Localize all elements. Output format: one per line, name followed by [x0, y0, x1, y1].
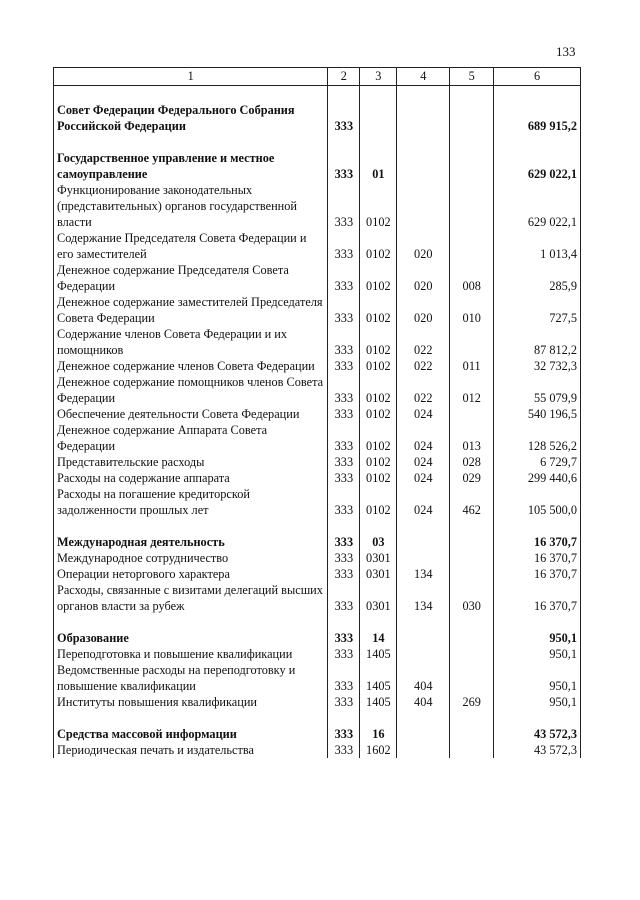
amount-cell [494, 134, 581, 150]
expense-code-cell: 010 [450, 294, 494, 326]
amount-cell [494, 86, 581, 103]
section-code-cell: 0102 [360, 358, 397, 374]
section-code-cell [360, 86, 397, 103]
code-cell: 333 [328, 150, 360, 182]
code-cell: 333 [328, 630, 360, 646]
expense-code-cell [450, 614, 494, 630]
amount-cell: 629 022,1 [494, 150, 581, 182]
column-header: 4 [397, 68, 450, 86]
amount-cell: 950,1 [494, 694, 581, 710]
target-code-cell: 404 [397, 662, 450, 694]
expense-code-cell: 028 [450, 454, 494, 470]
amount-cell: 950,1 [494, 630, 581, 646]
table-row [54, 230, 581, 262]
table-row [54, 358, 581, 374]
expense-code-cell: 012 [450, 374, 494, 406]
item-name-cell [54, 86, 328, 103]
table-row [54, 582, 581, 614]
table-row [54, 486, 581, 518]
section-code-cell: 1602 [360, 742, 397, 758]
column-header: 5 [450, 68, 494, 86]
expense-code-cell: 008 [450, 262, 494, 294]
item-name-cell [54, 614, 328, 630]
section-code-cell: 0102 [360, 406, 397, 422]
expense-code-cell [450, 710, 494, 726]
item-name-cell [54, 134, 328, 150]
column-header: 1 [54, 68, 328, 86]
expense-code-cell: 029 [450, 470, 494, 486]
item-name-cell: Совет Федерации Федерального Собрания Российской Федерации [54, 102, 328, 134]
code-cell [328, 614, 360, 630]
code-cell: 333 [328, 358, 360, 374]
expense-code-cell [450, 726, 494, 742]
expense-code-cell [450, 742, 494, 758]
table-row [54, 534, 581, 550]
code-cell [328, 86, 360, 103]
expense-code-cell [450, 326, 494, 358]
expense-code-cell [450, 630, 494, 646]
item-name-cell: Образование [54, 630, 328, 646]
target-code-cell: 404 [397, 694, 450, 710]
code-cell: 333 [328, 742, 360, 758]
section-code-cell: 0102 [360, 486, 397, 518]
spacer-row [54, 134, 581, 150]
expense-code-cell [450, 230, 494, 262]
section-code-cell: 03 [360, 534, 397, 550]
target-code-cell [397, 134, 450, 150]
table-row [54, 646, 581, 662]
item-name-cell: Содержание Председателя Совета Федерации и его заместителей [54, 230, 328, 262]
section-code-cell: 0102 [360, 326, 397, 358]
table-row [54, 470, 581, 486]
expense-code-cell [450, 150, 494, 182]
section-code-cell: 0102 [360, 230, 397, 262]
code-cell: 333 [328, 726, 360, 742]
target-code-cell: 134 [397, 582, 450, 614]
target-code-cell: 020 [397, 294, 450, 326]
item-name-cell: Переподготовка и повышение квалификации [54, 646, 328, 662]
code-cell: 333 [328, 470, 360, 486]
item-name-cell: Расходы на содержание аппарата [54, 470, 328, 486]
section-code-cell: 16 [360, 726, 397, 742]
section-code-cell: 0102 [360, 454, 397, 470]
code-cell: 333 [328, 582, 360, 614]
amount-cell: 727,5 [494, 294, 581, 326]
expense-code-cell [450, 182, 494, 230]
table-row [54, 694, 581, 710]
expense-code-cell [450, 566, 494, 582]
table-row [54, 630, 581, 646]
table-row [54, 374, 581, 406]
code-cell [328, 134, 360, 150]
target-code-cell: 020 [397, 262, 450, 294]
code-cell: 333 [328, 454, 360, 470]
table-row [54, 294, 581, 326]
code-cell: 333 [328, 406, 360, 422]
target-code-cell [397, 742, 450, 758]
code-cell: 333 [328, 294, 360, 326]
target-code-cell [397, 630, 450, 646]
amount-cell: 32 732,3 [494, 358, 581, 374]
code-cell: 333 [328, 534, 360, 550]
target-code-cell: 020 [397, 230, 450, 262]
table-row [54, 742, 581, 758]
code-cell: 333 [328, 662, 360, 694]
amount-cell: 689 915,2 [494, 102, 581, 134]
code-cell: 333 [328, 422, 360, 454]
code-cell: 333 [328, 486, 360, 518]
page-number: 133 [556, 44, 576, 59]
target-code-cell: 022 [397, 358, 450, 374]
item-name-cell: Ведомственные расходы на переподготовку и повышение квалификации [54, 662, 328, 694]
code-cell: 333 [328, 102, 360, 134]
table-row [54, 566, 581, 582]
section-code-cell: 0102 [360, 422, 397, 454]
amount-cell: 6 729,7 [494, 454, 581, 470]
item-name-cell: Международное сотрудничество [54, 550, 328, 566]
amount-cell: 43 572,3 [494, 742, 581, 758]
target-code-cell: 022 [397, 326, 450, 358]
item-name-cell: Денежное содержание помощников членов Совета Федерации [54, 374, 328, 406]
target-code-cell [397, 518, 450, 534]
section-code-cell [360, 518, 397, 534]
spacer-row [54, 614, 581, 630]
target-code-cell [397, 614, 450, 630]
section-code-cell: 0301 [360, 550, 397, 566]
spacer-row [54, 86, 581, 103]
target-code-cell [397, 550, 450, 566]
expense-code-cell: 011 [450, 358, 494, 374]
table-row [54, 150, 581, 182]
table-row [54, 454, 581, 470]
section-code-cell [360, 134, 397, 150]
item-name-cell: Операции неторгового характера [54, 566, 328, 582]
code-cell: 333 [328, 646, 360, 662]
target-code-cell: 024 [397, 486, 450, 518]
code-cell: 333 [328, 694, 360, 710]
spacer-row [54, 518, 581, 534]
amount-cell [494, 518, 581, 534]
table-row [54, 422, 581, 454]
spacer-row [54, 710, 581, 726]
amount-cell: 299 440,6 [494, 470, 581, 486]
amount-cell: 16 370,7 [494, 550, 581, 566]
amount-cell: 87 812,2 [494, 326, 581, 358]
item-name-cell [54, 710, 328, 726]
expense-code-cell [450, 406, 494, 422]
target-code-cell: 024 [397, 454, 450, 470]
table-row [54, 262, 581, 294]
section-code-cell: 1405 [360, 694, 397, 710]
code-cell [328, 710, 360, 726]
expense-code-cell [450, 86, 494, 103]
item-name-cell: Расходы, связанные с визитами делегаций высших органов власти за рубеж [54, 582, 328, 614]
item-name-cell [54, 518, 328, 534]
item-name-cell: Функционирование законодательных (представительных) органов государственной власти [54, 182, 328, 230]
target-code-cell: 024 [397, 470, 450, 486]
target-code-cell [397, 102, 450, 134]
expense-code-cell [450, 134, 494, 150]
expense-code-cell [450, 534, 494, 550]
amount-cell [494, 710, 581, 726]
amount-cell: 629 022,1 [494, 182, 581, 230]
expense-code-cell [450, 518, 494, 534]
expense-code-cell: 269 [450, 694, 494, 710]
item-name-cell: Государственное управление и местное самоуправление [54, 150, 328, 182]
item-name-cell: Обеспечение деятельности Совета Федерации [54, 406, 328, 422]
table-row [54, 662, 581, 694]
code-cell: 333 [328, 550, 360, 566]
amount-cell: 540 196,5 [494, 406, 581, 422]
item-name-cell: Денежное содержание Аппарата Совета Федерации [54, 422, 328, 454]
item-name-cell: Расходы на погашение кредиторской задолженности прошлых лет [54, 486, 328, 518]
amount-cell: 950,1 [494, 646, 581, 662]
expense-code-cell: 030 [450, 582, 494, 614]
target-code-cell: 024 [397, 422, 450, 454]
target-code-cell [397, 646, 450, 662]
table-header-row [54, 68, 581, 86]
item-name-cell: Денежное содержание Председателя Совета Федерации [54, 262, 328, 294]
expense-code-cell [450, 102, 494, 134]
item-name-cell: Международная деятельность [54, 534, 328, 550]
amount-cell: 16 370,7 [494, 534, 581, 550]
budget-table [53, 67, 581, 758]
amount-cell: 128 526,2 [494, 422, 581, 454]
expense-code-cell: 462 [450, 486, 494, 518]
code-cell: 333 [328, 326, 360, 358]
table-row [54, 406, 581, 422]
item-name-cell: Периодическая печать и издательства [54, 742, 328, 758]
amount-cell: 285,9 [494, 262, 581, 294]
item-name-cell: Представительские расходы [54, 454, 328, 470]
code-cell: 333 [328, 566, 360, 582]
target-code-cell [397, 726, 450, 742]
section-code-cell [360, 710, 397, 726]
section-code-cell [360, 614, 397, 630]
expense-code-cell [450, 550, 494, 566]
target-code-cell [397, 534, 450, 550]
table-row [54, 326, 581, 358]
target-code-cell [397, 86, 450, 103]
item-name-cell: Содержание членов Совета Федерации и их помощников [54, 326, 328, 358]
code-cell: 333 [328, 262, 360, 294]
column-header: 6 [494, 68, 581, 86]
target-code-cell [397, 710, 450, 726]
amount-cell: 950,1 [494, 662, 581, 694]
amount-cell: 43 572,3 [494, 726, 581, 742]
item-name-cell: Институты повышения квалификации [54, 694, 328, 710]
amount-cell: 1 013,4 [494, 230, 581, 262]
column-header: 2 [328, 68, 360, 86]
item-name-cell: Денежное содержание членов Совета Федерации [54, 358, 328, 374]
section-code-cell: 01 [360, 150, 397, 182]
code-cell: 333 [328, 230, 360, 262]
budget-table-body [54, 68, 581, 759]
item-name-cell: Средства массовой информации [54, 726, 328, 742]
target-code-cell: 134 [397, 566, 450, 582]
expense-code-cell [450, 662, 494, 694]
code-cell: 333 [328, 374, 360, 406]
expense-code-cell [450, 646, 494, 662]
section-code-cell: 0102 [360, 182, 397, 230]
target-code-cell: 022 [397, 374, 450, 406]
section-code-cell: 0301 [360, 566, 397, 582]
amount-cell: 105 500,0 [494, 486, 581, 518]
section-code-cell: 0102 [360, 262, 397, 294]
amount-cell [494, 614, 581, 630]
code-cell [328, 518, 360, 534]
section-code-cell: 14 [360, 630, 397, 646]
amount-cell: 16 370,7 [494, 566, 581, 582]
code-cell: 333 [328, 182, 360, 230]
expense-code-cell: 013 [450, 422, 494, 454]
target-code-cell: 024 [397, 406, 450, 422]
target-code-cell [397, 182, 450, 230]
target-code-cell [397, 150, 450, 182]
table-row [54, 726, 581, 742]
section-code-cell: 0102 [360, 294, 397, 326]
table-row [54, 102, 581, 134]
amount-cell: 16 370,7 [494, 582, 581, 614]
section-code-cell: 0301 [360, 582, 397, 614]
column-header: 3 [360, 68, 397, 86]
table-row [54, 550, 581, 566]
section-code-cell: 1405 [360, 646, 397, 662]
table-row [54, 182, 581, 230]
amount-cell: 55 079,9 [494, 374, 581, 406]
section-code-cell [360, 102, 397, 134]
section-code-cell: 0102 [360, 374, 397, 406]
section-code-cell: 1405 [360, 662, 397, 694]
item-name-cell: Денежное содержание заместителей Председателя Совета Федерации [54, 294, 328, 326]
section-code-cell: 0102 [360, 470, 397, 486]
